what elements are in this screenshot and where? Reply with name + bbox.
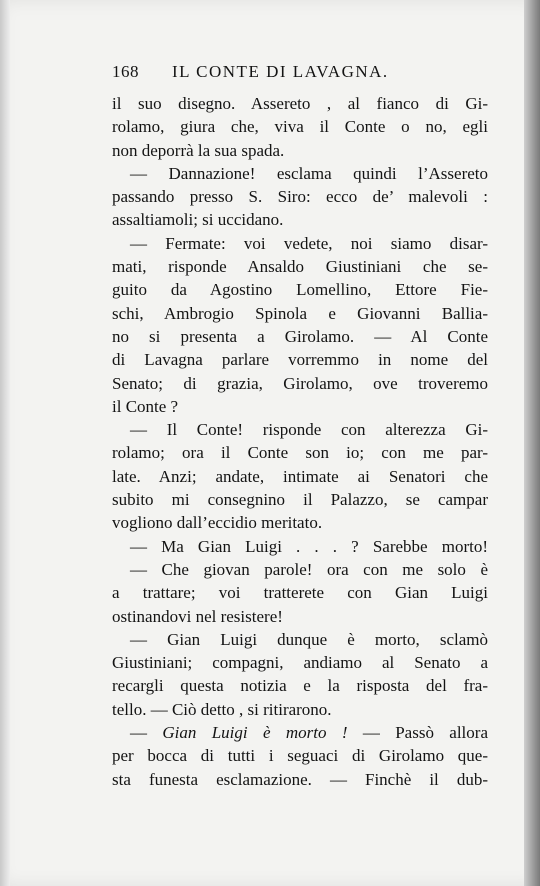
text-line: mati, risponde Ansaldo Giustiniani che se- (112, 257, 488, 277)
italic-phrase: Gian Luigi è morto ! (162, 723, 348, 743)
text-line: — Dannazione! esclama quindi l’Assereto (130, 163, 488, 183)
text-block (112, 62, 488, 791)
text-line: a trattare; voi tratterete con Gian Luigi (112, 583, 488, 603)
text-line: rolamo; ora il Conte son io; con me par- (112, 443, 488, 463)
text-line: di Lavagna parlare vorremmo in nome del (112, 350, 488, 370)
page-outer-edge (524, 0, 540, 886)
text-line: guito da Agostino Lomellino, Ettore Fie- (112, 280, 488, 300)
text-line: — Ma Gian Luigi . . . ? Sarebbe morto! (130, 536, 488, 556)
text-line: Giustiniani; compagni, andiamo al Senato a (112, 653, 488, 673)
text-line: — Gian Luigi è morto ! — Passò allora (130, 723, 488, 743)
text-line: vogliono dall’eccidio meritato. (112, 513, 323, 533)
text-line: late. Anzi; andate, intimate ai Senatori che (112, 466, 488, 486)
text-line: tello. — Ciò detto , si ritirarono. (112, 699, 332, 719)
text-line: schi, Ambrogio Spinola e Giovanni Ballia- (112, 303, 488, 323)
running-header (112, 62, 488, 92)
body-text (112, 92, 488, 791)
page-number: 168 (112, 62, 139, 81)
text-line: per bocca di tutti i seguaci di Girolamo que- (112, 746, 488, 766)
text-line: assaltiamoli; si uccidano. (112, 210, 284, 230)
text-line: recargli questa notizia e la risposta del fra- (112, 676, 488, 696)
text-line: il suo disegno. Assereto , al fianco di Gi- (112, 94, 488, 113)
text-line: no si presenta a Girolamo. — Al Conte (112, 326, 488, 346)
text-line: non deporrà la sua spada. (112, 140, 285, 160)
text-line: subito mi consegnino il Palazzo, se campar (112, 490, 488, 510)
text-line: il Conte ? (112, 396, 179, 416)
text-line: — Che giovan parole! ora con me solo è (130, 559, 488, 579)
text-line: — Gian Luigi dunque è morto, sclamò (130, 629, 488, 649)
text-line: — Il Conte! risponde con alterezza Gi- (130, 420, 488, 440)
text-line: rolamo, giura che, viva il Conte o no, egli (112, 117, 488, 137)
text-line: — Fermate: voi vedete, noi siamo disar- (130, 233, 488, 253)
page-binding-edge (0, 0, 10, 886)
text-line: Senato; di grazia, Girolamo, ove troveremo (112, 373, 488, 393)
text-line: ostinandovi nel resistere! (112, 606, 283, 626)
text-line: passando presso S. Siro: ecco de’ malevoli : (112, 187, 488, 207)
text-line: sta funesta esclamazione. — Finchè il dub- (112, 769, 488, 789)
running-title: IL CONTE DI LAVAGNA. (172, 62, 389, 81)
